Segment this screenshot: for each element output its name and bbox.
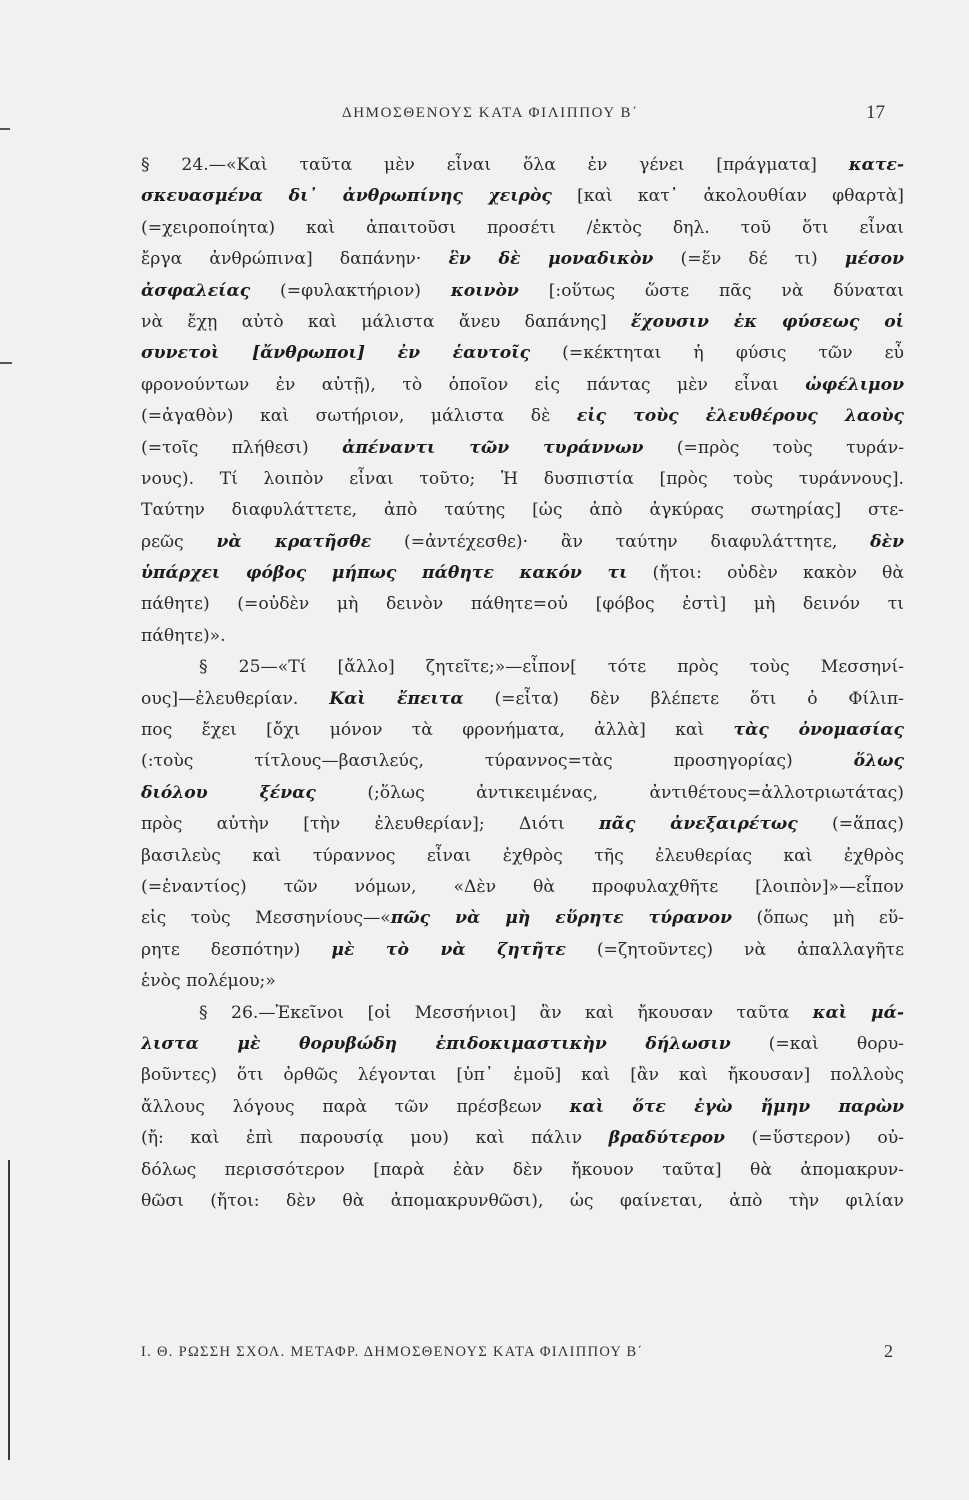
text-segment: (ἤ: καὶ ἐπὶ παρουσίᾳ μου) καὶ πάλιν <box>141 1128 609 1149</box>
emphasized-text: κοινὸν <box>450 280 519 301</box>
text-segment: [καὶ κατ᾽ ἀκολουθίαν φθαρτὰ] <box>551 186 904 207</box>
text-segment: (=ὕστερον) οὐ- <box>724 1128 904 1149</box>
text-segment: ους]—ἐλευθερίαν. <box>141 688 330 709</box>
text-segment: πρὸς αὐτὴν [τὴν ἐλευθερίαν]; Διότι <box>141 814 600 835</box>
text-line <box>141 338 904 369</box>
text-segment: ρεῶς <box>141 531 217 552</box>
printer-signature: Ι. Θ. ΡΩΣΣΗ ΣΧΟΛ. ΜΕΤΑΦΡ. ΔΗΜΟΣΘΕΝΟΥΣ ΚΑΤΑ ΦΙΛΙΠΠΟΥ Β΄ <box>141 1344 644 1360</box>
text-segment: πος ἔχει [ὄχι μόνον τὰ φρονήματα, ἀλλὰ] καὶ <box>141 720 734 741</box>
text-line <box>141 684 904 715</box>
emphasized-text: ὠφέλιμον <box>805 374 904 395</box>
text-line <box>141 841 904 872</box>
emphasized-text: μέσον <box>844 249 904 270</box>
text-segment: ἄλλους λόγους παρὰ τῶν πρέσβεων <box>141 1096 570 1117</box>
emphasized-text: καὶ ὅτε ἐγὼ ἤμην παρὼν <box>569 1096 904 1117</box>
text-line <box>141 213 904 244</box>
emphasized-text: ἀπέναντι τῶν τυράννων <box>342 437 644 458</box>
text-segment: (=ἐναντίος) τῶν νόμων, «Δὲν θὰ προφυλαχθῆτε [λοιπὸν]»—εἶπον <box>141 876 904 897</box>
text-segment: Ταύτην διαφυλάττετε, ἀπὸ ταύτης [ὡς ἀπὸ ἀγκύρας σωτηρίας] στε- <box>141 500 904 521</box>
text-segment: (;ὅλως ἀντικειμένας, ἀντιθέτους=ἀλλοτριωτάτας) <box>315 782 904 803</box>
text-line <box>141 935 904 966</box>
text-line <box>141 150 904 181</box>
text-line <box>141 589 904 620</box>
text-segment: ἑνὸς πολέμου;» <box>141 971 276 992</box>
text-segment: (ὅπως μὴ εὕ- <box>732 908 904 929</box>
text-segment: (=φυλακτήριον) <box>250 280 451 301</box>
text-line <box>141 464 904 495</box>
emphasized-text: ὅλως <box>853 751 904 772</box>
text-segment: βοῦντες) ὅτι ὀρθῶς λέγονται [ὑπ᾽ ἐμοῦ] καὶ [ἂν καὶ ἤκουσαν] πολλοὺς <box>141 1065 904 1086</box>
text-line <box>141 715 904 746</box>
text-line <box>141 1123 904 1154</box>
emphasized-text: ἀσφαλείας <box>141 280 251 301</box>
text-segment: θῶσι (ἤτοι: δὲν θὰ ἀπομακρυνθῶσι), ὡς φαίνεται, ἀπὸ τὴν φιλίαν <box>141 1190 904 1211</box>
text-segment: § 25—«Τί [ἄλλο] ζητεῖτε;»—εἶπον[ τότε πρὸς τοὺς Μεσσηνί- <box>199 657 904 678</box>
text-segment: (=ἀγαθὸν) καὶ σωτήριον, μάλιστα δὲ <box>141 406 577 427</box>
text-line <box>141 903 904 934</box>
text-line <box>141 621 904 652</box>
text-segment: (ἤτοι: οὐδὲν κακὸν θὰ <box>627 563 904 584</box>
text-segment: (=ἀντέχεσθε)· ἂν ταύτην διαφυλάττητε, <box>371 531 871 552</box>
text-line <box>141 307 904 338</box>
text-line <box>141 1029 904 1060</box>
text-segment: § 26.—Ἐκεῖνοι [οἱ Μεσσήνιοι] ἂν καὶ ἤκουσαν ταῦτα <box>199 1002 813 1023</box>
margin-scan-mark-bottom <box>8 1160 10 1460</box>
text-segment: [:οὕτως ὥστε πᾶς νὰ δύναται <box>518 280 904 301</box>
text-segment: ἔργα ἀνθρώπινα] δαπάνην· <box>141 249 449 270</box>
text-segment: (=εἶτα) δὲν βλέπετε ὅτι ὁ Φίλιπ- <box>463 688 904 709</box>
text-line <box>141 872 904 903</box>
text-line <box>141 276 904 307</box>
emphasized-text: νὰ κρατῆσθε <box>216 531 372 552</box>
text-line <box>141 652 904 683</box>
emphasized-text: δὲν <box>870 531 904 552</box>
text-line <box>141 1155 904 1186</box>
emphasized-text: συνετοὶ [ἄνθρωποι] ἐν ἑαυτοῖς <box>141 343 531 364</box>
page-footer <box>0 1341 969 1374</box>
text-line <box>141 527 904 558</box>
emphasized-text: σκευασμένα δι᾽ ἀνθρωπίνης χειρὸς <box>141 186 552 207</box>
emphasized-text: Καὶ ἔπειτα <box>329 688 464 709</box>
emphasized-text: τὰς ὀνομασίας <box>733 720 904 741</box>
text-segment: νους). Τί λοιπὸν εἶναι τοῦτο; Ἡ δυσπιστία [πρὸς τοὺς τυράννους]. <box>141 468 904 489</box>
emphasized-text: βραδύτερον <box>608 1128 725 1149</box>
emphasized-text: πῶς νὰ μὴ εὕρητε τύρανον <box>390 908 732 929</box>
text-segment: νὰ ἔχῃ αὐτὸ καὶ μάλιστα ἄνευ δαπάνης] <box>141 311 631 332</box>
emphasized-text: εἰς τοὺς ἐλευθέρους λαοὺς <box>576 406 904 427</box>
text-segment: (:τοὺς τίτλους—βασιλεύς, τύραννος=τὰς προσηγορίας) <box>141 751 854 772</box>
emphasized-text: διόλου ξένας <box>141 782 316 803</box>
emphasized-text: ἓν δὲ μοναδικὸν <box>448 249 654 270</box>
text-segment: ρητε δεσπότην) <box>141 939 332 960</box>
text-line <box>141 966 904 997</box>
text-segment: εἰς τοὺς Μεσσηνίους—« <box>141 908 391 929</box>
text-segment: (=καὶ θορυ- <box>730 1033 904 1054</box>
text-line <box>141 401 904 432</box>
emphasized-text: ὑπάρχει φόβος μήπως πάθητε κακόν τι <box>141 563 628 584</box>
text-segment: (=τοῖς πλήθεσι) <box>141 437 343 458</box>
text-line <box>141 181 904 212</box>
text-segment: (=χειροποίητα) καὶ ἀπαιτοῦσι προσέτι /ἐκτὸς δηλ. τοῦ ὅτι εἶναι <box>141 217 904 238</box>
margin-scan-mark-mid <box>0 362 12 364</box>
text-segment: (=ἅπας) <box>797 814 904 835</box>
emphasized-text: μὲ τὸ νὰ ζητῆτε <box>331 939 566 960</box>
text-segment: (=ζητοῦντες) νὰ ἀπαλλαγῆτε <box>565 939 904 960</box>
text-line <box>141 1186 904 1217</box>
text-segment: πάθητε) (=οὐδὲν μὴ δεινὸν πάθητε=οὐ [φόβος ἐστὶ] μὴ δεινόν τι <box>141 594 904 615</box>
text-segment: πάθητε)». <box>141 625 226 646</box>
emphasized-text: ἔχουσιν ἐκ φύσεως οἱ <box>630 311 904 332</box>
text-line <box>141 1092 904 1123</box>
page-header <box>0 102 969 139</box>
running-title: ΔΗΜΟΣΘΕΝΟΥΣ ΚΑΤΑ ΦΙΛΙΠΠΟΥ Β΄ <box>342 105 639 121</box>
text-segment: φρονούντων ἐν αὑτῇ), τὸ ὁποῖον εἰς πάντας μὲν εἶναι <box>141 374 806 395</box>
text-segment: (=πρὸς τοὺς τυράν- <box>643 437 904 458</box>
text-line <box>141 370 904 401</box>
page-number: 17 <box>866 102 885 123</box>
text-line <box>141 558 904 589</box>
text-segment: βασιλεὺς καὶ τύραννος εἶναι ἐχθρὸς τῆς ἐλευθερίας καὶ ἐχθρὸς <box>141 845 904 866</box>
text-segment: § 24.—«Καὶ ταῦτα μὲν εἶναι ὅλα ἐν γένει [πράγματα] <box>141 155 849 175</box>
sheet-number: 2 <box>884 1341 893 1361</box>
text-line <box>141 495 904 526</box>
emphasized-text: καὶ μά- <box>812 1002 904 1023</box>
emphasized-text: πᾶς ἀνεξαιρέτως <box>599 814 798 835</box>
text-segment: (=κέκτηται ἡ φύσις τῶν εὖ <box>530 343 904 364</box>
text-line <box>141 809 904 840</box>
text-segment: δόλως περισσότερον [παρὰ ἐὰν δὲν ἤκουον ταῦτα] θὰ ἀπομακρυν- <box>141 1159 904 1180</box>
body-text <box>141 150 904 1217</box>
text-line <box>141 746 904 777</box>
emphasized-text: λιστα μὲ θορυβώδη ἐπιδοκιμαστικὴν δήλωσιν <box>141 1033 731 1054</box>
text-line <box>141 778 904 809</box>
emphasized-text: κατε- <box>848 155 904 175</box>
text-line <box>141 433 904 464</box>
text-line <box>141 244 904 275</box>
text-segment: (=ἕν δέ τι) <box>653 249 845 270</box>
text-line <box>141 998 904 1029</box>
text-line <box>141 1060 904 1091</box>
